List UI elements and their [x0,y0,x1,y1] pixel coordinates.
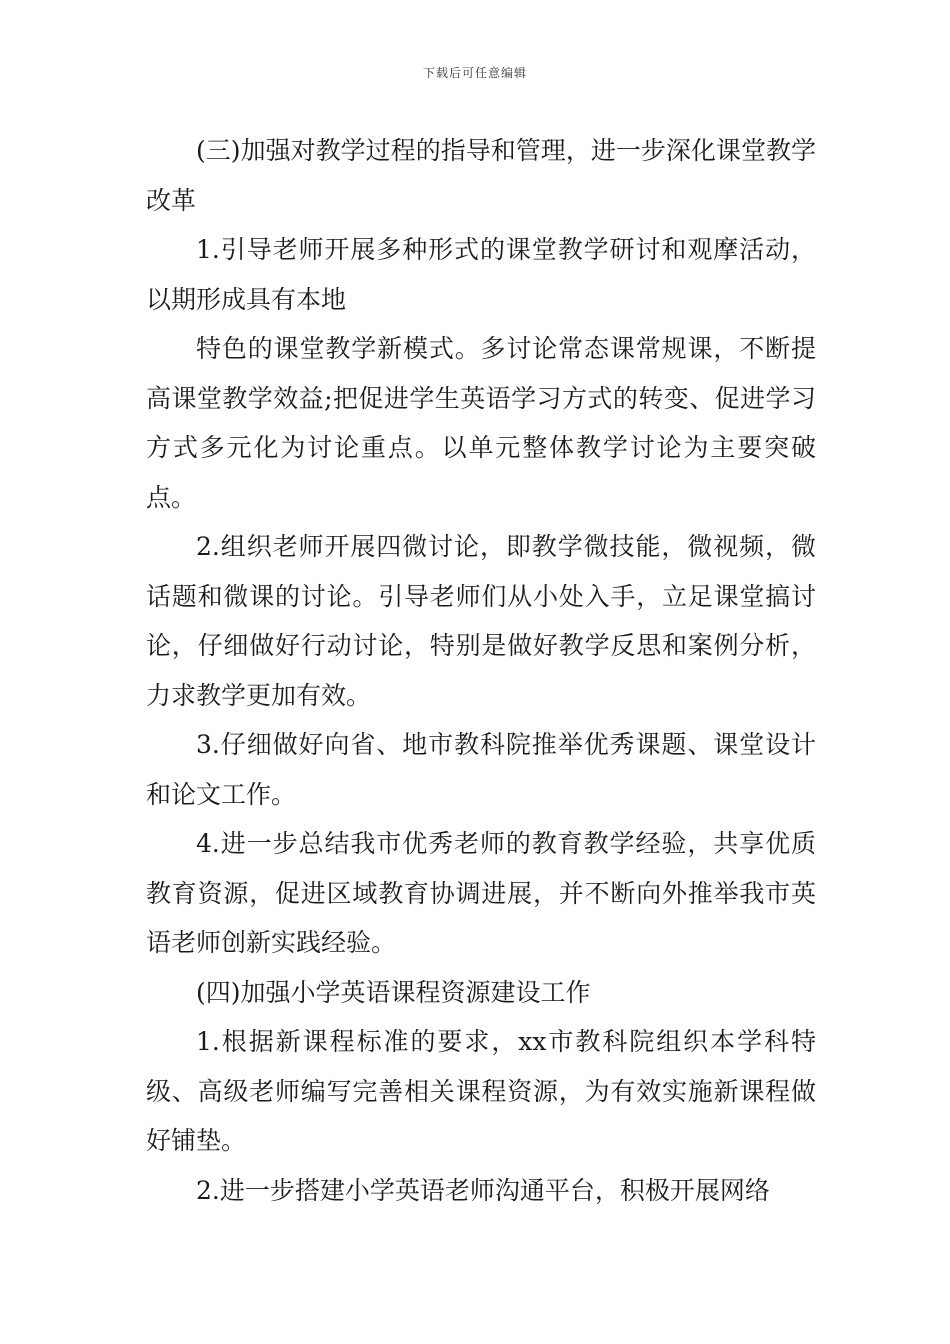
paragraph-item-1-continued: 特色的课堂教学新模式。多讨论常态课常规课，不断提高课堂教学效益;把促进学生英语学习方式的转变、促进学习方式多元化为讨论重点。以单元整体教学讨论为主要突破点。 [146,334,816,512]
paragraph-item-4-2: 2.进一步搭建小学英语老师沟通平台，积极开展网络 [196,1175,770,1205]
section-heading-three: (三)加强对教学过程的指导和管理，进一步深化课堂教学改革 [146,136,816,215]
page-header-note: 下载后可任意编辑 [422,66,527,80]
paragraph-item-1: 1.引导老师开展多种形式的课堂教学研讨和观摩活动，以期形成具有本地 [146,235,816,314]
paragraph-item-2: 2.组织老师开展四微讨论，即教学微技能，微视频，微话题和微课的讨论。引导老师们从小处入手，立足课堂搞讨论，仔细做好行动讨论，特别是做好教学反思和案例分析，力求教学更加有效。 [146,532,816,710]
section-heading-four: (四)加强小学英语课程资源建设工作 [196,977,591,1007]
paragraph-item-4: 4.进一步总结我市优秀老师的教育教学经验，共享优质教育资源，促进区域教育协调进展，并不断向外推举我市英语老师创新实践经验。 [146,829,816,957]
document-body [146,126,816,1215]
paragraph-item-3: 3.仔细做好向省、地市教科院推举优秀课题、课堂设计和论文工作。 [146,730,816,809]
paragraph-item-4-1: 1.根据新课程标准的要求，xx市教科院组织本学科特级、高级老师编写完善相关课程资源，为有效实施新课程做好铺垫。 [146,1027,816,1155]
